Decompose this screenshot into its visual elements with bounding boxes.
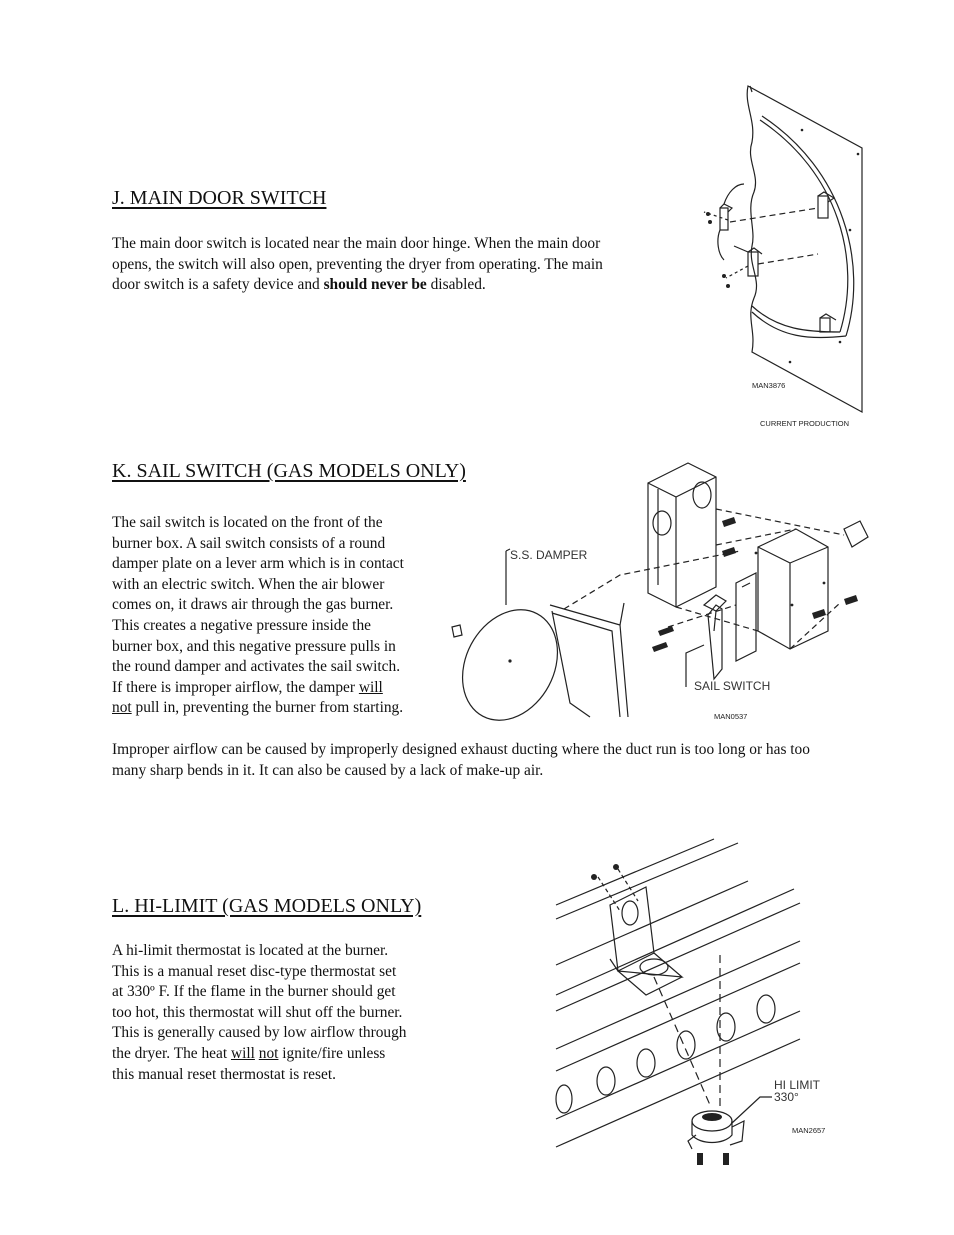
paragraph-line: opens, the switch will also open, preventing the dryer from operating. The main [112, 255, 603, 273]
paragraph-line: comes on, it draws air through the gas burner. [112, 596, 394, 614]
underlined-text: will [358, 678, 383, 696]
figure-code: MAN2657 [792, 1126, 826, 1135]
section-k-paragraph [112, 513, 421, 719]
text-run: If there is improper airflow, the damper [112, 678, 359, 696]
sail-switch-figure [440, 455, 880, 730]
sail-switch-label: SAIL SWITCH [694, 679, 771, 693]
section-k-airflow-paragraph [112, 740, 882, 781]
section-j-heading: J. MAIN DOOR SWITCH [112, 187, 327, 209]
text-run: door switch is a safety device and [112, 276, 324, 294]
paragraph-line: This is generally caused by low airflow through [112, 1024, 407, 1042]
hi-limit-label: HI LIMIT [774, 1078, 821, 1092]
main-door-switch-figure [690, 80, 880, 440]
paragraph-line: too hot, this thermostat will shut off the burner. [112, 1003, 403, 1021]
paragraph-line [112, 275, 652, 296]
section-l-paragraph [112, 941, 442, 1085]
paragraph-line: A hi-limit thermostat is located at the burner. [112, 942, 389, 959]
text-run: ignite/fire unless [278, 1044, 386, 1062]
damper-label: S.S. DAMPER [510, 548, 588, 562]
bold-text: should never be [323, 276, 427, 294]
paragraph-line [112, 698, 421, 719]
figure-code: MAN3876 [752, 381, 786, 390]
paragraph-line: damper plate on a lever arm which is in contact [112, 555, 404, 573]
paragraph-line: the round damper and activates the sail switch. [112, 658, 401, 676]
paragraph-line [112, 678, 421, 699]
paragraph-line: Improper airflow can be caused by improperly designed exhaust ducting where the duct run is too long or has too [112, 741, 810, 758]
hi-limit-figure [550, 835, 850, 1175]
paragraph-line: burner box, and this negative pressure pulls in [112, 637, 396, 655]
paragraph-line: with an electric switch. When the air blower [112, 575, 385, 593]
underlined-text: will [230, 1044, 255, 1062]
section-k-heading: K. SAIL SWITCH (GAS MODELS ONLY) [112, 460, 466, 482]
paragraph-line: This is a manual reset disc-type thermostat set [112, 962, 397, 980]
paragraph-line: this manual reset thermostat is reset. [112, 1065, 336, 1083]
paragraph-line: The main door switch is located near the main door hinge. When the main door [112, 235, 601, 252]
underlined-text: not [258, 1044, 279, 1062]
section-l-heading: L. HI-LIMIT (GAS MODELS ONLY) [112, 895, 422, 917]
paragraph-line: at 330º F. If the flame in the burner should get [112, 983, 396, 1001]
paragraph-line: The sail switch is located on the front of the [112, 514, 383, 531]
section-j-paragraph [112, 234, 652, 296]
paragraph-line: many sharp bends in it. It can also be caused by a lack of make-up air. [112, 761, 544, 779]
paragraph-line [112, 1044, 442, 1065]
hi-limit-temperature-label: 330° [774, 1090, 799, 1104]
underlined-text: not [112, 699, 132, 717]
paragraph-line: burner box. A sail switch consists of a round [112, 534, 386, 552]
figure-code: MAN0537 [714, 712, 748, 721]
text-run: the dryer. The heat [112, 1044, 231, 1062]
paragraph-line: This creates a negative pressure inside the [112, 616, 371, 634]
text-run: pull in, preventing the burner from starting. [131, 699, 404, 717]
text-run: disabled. [426, 276, 486, 294]
figure-caption: CURRENT PRODUCTION [760, 419, 850, 428]
